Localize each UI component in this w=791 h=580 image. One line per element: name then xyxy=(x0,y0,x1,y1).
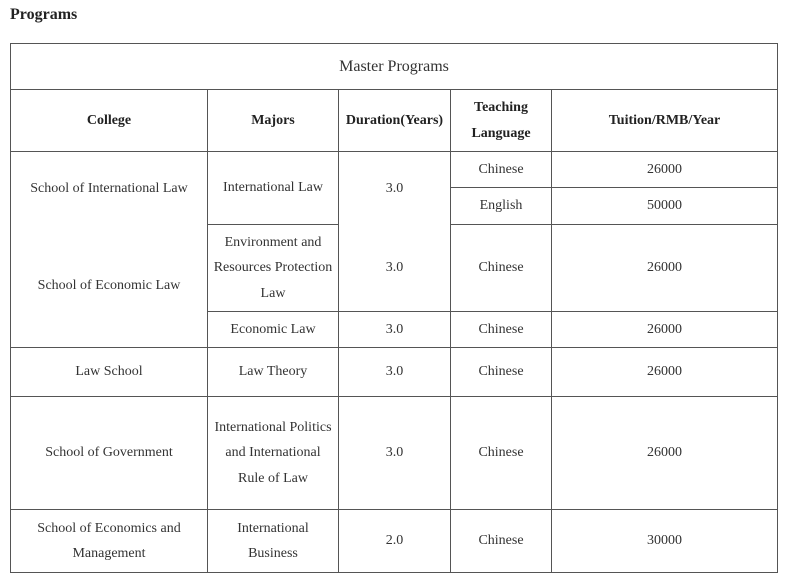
tuition-cell: 26000 xyxy=(552,152,778,188)
language-cell: Chinese xyxy=(451,312,552,348)
duration-cell: 3.0 xyxy=(339,397,451,510)
header-row xyxy=(11,90,778,152)
tuition-cell: 30000 xyxy=(552,510,778,573)
tuition-cell: 26000 xyxy=(552,312,778,348)
header-tuition: Tuition/RMB/Year xyxy=(552,90,778,152)
table-row xyxy=(11,397,778,510)
language-cell: Chinese xyxy=(451,225,552,312)
major-cell: International Politics and International Rule of Law xyxy=(208,397,339,510)
tuition-cell: 50000 xyxy=(552,188,778,225)
college-cell: School of Government xyxy=(11,397,208,510)
duration-cell: 2.0 xyxy=(339,510,451,573)
table-caption: Master Programs xyxy=(11,44,778,90)
table-row xyxy=(11,510,778,573)
tuition-cell: 26000 xyxy=(552,348,778,397)
language-cell: Chinese xyxy=(451,152,552,188)
major-cell: International Business xyxy=(208,510,339,573)
language-cell: Chinese xyxy=(451,348,552,397)
table-row xyxy=(11,225,778,312)
major-cell: International Law xyxy=(208,152,339,225)
tuition-cell: 26000 xyxy=(552,397,778,510)
college-cell: School of Economics and Management xyxy=(11,510,208,573)
table-row xyxy=(11,152,778,188)
college-cell: School of Economic Law xyxy=(11,225,208,348)
header-majors: Majors xyxy=(208,90,339,152)
caption-row xyxy=(11,44,778,90)
tuition-cell: 26000 xyxy=(552,225,778,312)
duration-cell: 3.0 xyxy=(339,152,451,225)
header-college: College xyxy=(11,90,208,152)
duration-cell: 3.0 xyxy=(339,348,451,397)
duration-cell: 3.0 xyxy=(339,225,451,312)
major-cell: Law Theory xyxy=(208,348,339,397)
major-cell: Environment and Resources Protection Law xyxy=(208,225,339,312)
master-programs-table xyxy=(10,43,778,573)
duration-cell: 3.0 xyxy=(339,312,451,348)
college-cell: Law School xyxy=(11,348,208,397)
table-row xyxy=(11,348,778,397)
language-cell: English xyxy=(451,188,552,225)
header-language: Teaching Language xyxy=(451,90,552,152)
major-cell: Economic Law xyxy=(208,312,339,348)
header-duration: Duration(Years) xyxy=(339,90,451,152)
college-cell: School of International Law xyxy=(11,152,208,225)
language-cell: Chinese xyxy=(451,397,552,510)
language-cell: Chinese xyxy=(451,510,552,573)
page-heading: Programs xyxy=(10,6,78,23)
